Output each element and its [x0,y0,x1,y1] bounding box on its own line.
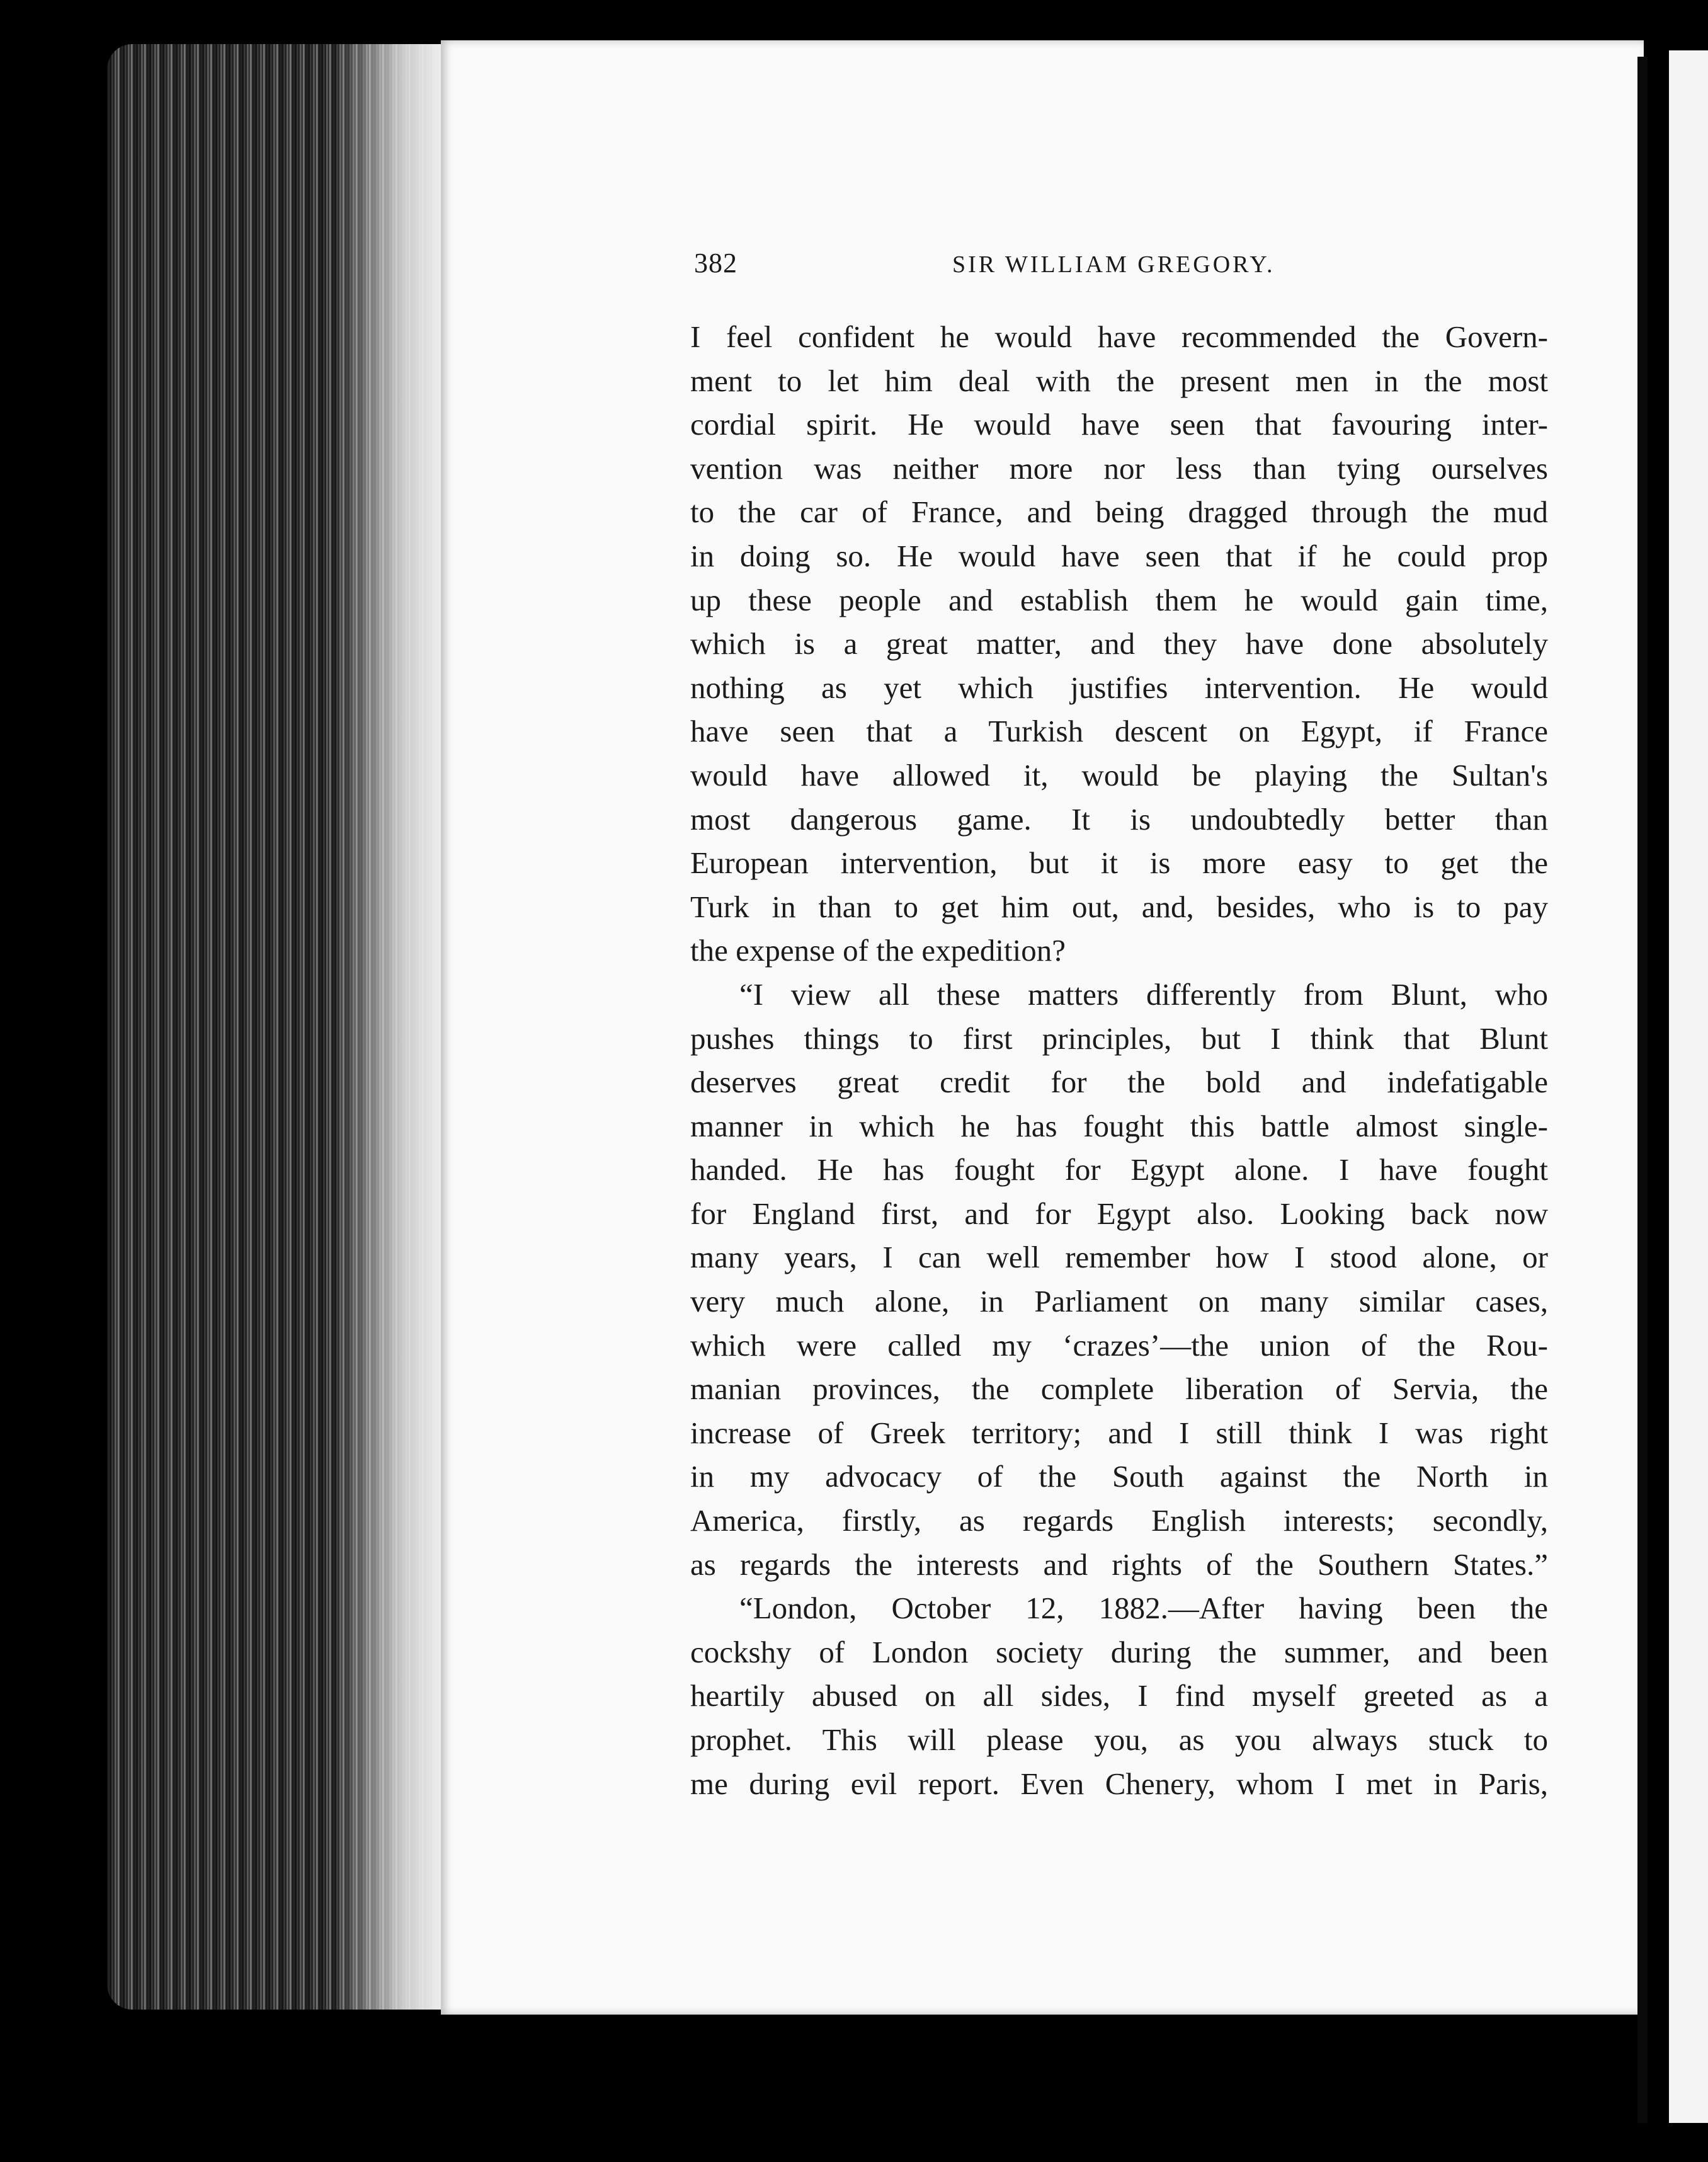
text-line: which is a great matter, and they have done absolutely [690,626,1548,661]
text-line: manner in which he has fought this battle almost single- [690,1108,1548,1143]
text-line: deserves great credit for the bold and indefatigable [690,1065,1548,1100]
page-edges [107,44,447,2010]
text-line: cordial spirit. He would have seen that favouring inter- [690,407,1548,442]
text-line: me during evil report. Even Chenery, whom I met in Paris, [690,1766,1548,1801]
facing-page-sliver [1669,50,1708,2123]
text-line: as regards the interests and rights of the Southern States.” [690,1547,1548,1582]
text-line: Turk in than to get him out, and, besides, who is to pay [690,889,1548,924]
text-line: would have allowed it, would be playing the Sultan's [690,757,1548,792]
text-line: increase of Greek territory; and I still think I was right [690,1415,1548,1450]
text-line: ment to let him deal with the present men in the most [690,363,1548,398]
text-line: “London, October 12, 1882.—After having been the [739,1591,1548,1626]
text-line: vention was neither more nor less than tying ourselves [690,450,1548,486]
text-line: many years, I can well remember how I stood alone, or [690,1240,1548,1275]
page-number: 382 [694,248,737,278]
text-line: in my advocacy of the South against the North in [690,1459,1548,1494]
body-text [690,315,1548,1805]
text-line: I feel confident he would have recommended the Govern- [690,319,1548,354]
text-line: the expense of the expedition? [690,933,1066,968]
text-line: manian provinces, the complete liberation of Servia, the [690,1371,1548,1407]
text-line: up these people and establish them he would gain time, [690,582,1548,617]
text-line: most dangerous game. It is undoubtedly better than [690,801,1548,837]
running-head: SIR WILLIAM GREGORY. [952,251,1275,278]
page-gutter-shadow [1637,57,1648,2123]
text-line: “I view all these matters differently from Blunt, who [739,976,1548,1012]
text-line: cockshy of London society during the summer, and been [690,1634,1548,1669]
text-line: prophet. This will please you, as you always stuck to [690,1722,1548,1757]
text-line: very much alone, in Parliament on many similar cases, [690,1284,1548,1319]
text-line: America, firstly, as regards English interests; secondly, [690,1503,1548,1538]
text-line: pushes things to first principles, but I think that Blunt [690,1021,1548,1056]
text-line: have seen that a Turkish descent on Egypt, if France [690,714,1548,749]
text-line: handed. He has fought for Egypt alone. I have fought [690,1152,1548,1187]
text-line: heartily abused on all sides, I find myself greeted as a [690,1678,1548,1713]
text-line: nothing as yet which justifies intervention. He would [690,670,1548,705]
text-line: in doing so. He would have seen that if he could prop [690,538,1548,573]
text-line: which were called my ‘crazes’—the union of the Rou- [690,1327,1548,1363]
text-line: European intervention, but it is more easy to get the [690,845,1548,881]
text-line: to the car of France, and being dragged through the mud [690,495,1548,530]
text-line: for England first, and for Egypt also. Looking back now [690,1196,1548,1231]
